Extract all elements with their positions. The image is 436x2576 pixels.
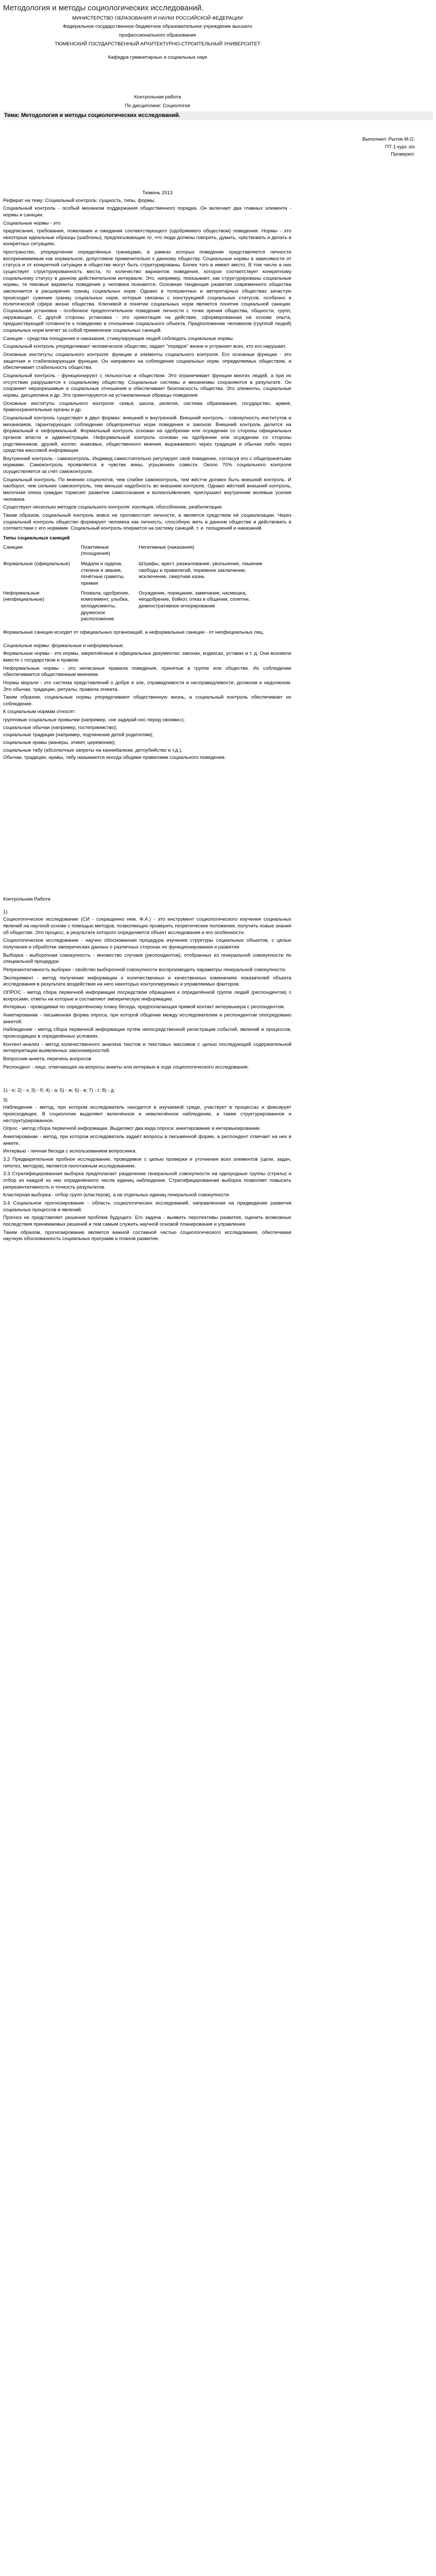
section-heading: Контрольная Работа — [3, 896, 50, 903]
answer-key: 1) - е; 2) - з; 3) - б; 4) - а; 5) - ж; 6) - в; 7) - г; 8) - д. — [3, 1088, 115, 1094]
paragraph: Респондент - лицо, отвечающее на вопросы анкеты или интервью в ходе социологического исследования. — [3, 1064, 249, 1070]
paragraph: Социальный контроль. По мнению социологов, чем слабее самоконтроль, тем жёстче должен быть внешний контроль. И наоборот, чем сильнее самоконтроль, тем меньше надобность во внешнем контроле. Однако жёсткий внешний контроль, мелочная опека граждан тормозят развитие самосознания и волеизъявления, приглушают внутренние волевые усилия человека. — [3, 477, 291, 502]
paragraph: 3.3 Стратифицированная выборка предполагает разделение генеральной совокупности на однородные группы (страты) и отбор из каждой из них определённого числа единиц наблюдения. Стратифицированная выборка позволяет повысить репрезентативность и точность результатов. — [3, 1171, 291, 1190]
title-page — [3, 15, 312, 110]
paragraph: пространство, упорядочение определённых границами, в рамках которых поведение представляется личности воспринимаемым как нормальное, допустимое применительно к данному обществу. Социальные нормы в зависимости от статуса и от конкретной ситуации в обществе могут быть структурированы. Более того в имеют место, В том числе в них существует структурированность места, то количество вариантов поведения, которое соответствует конкретному социальному статусу в данном действительном интервале. Это, например, показывает, как структурированы социальные нормы, те пиковые варианты поведения у человека познаются. Основная тенденция развития современного общества заключается в расширении границ социальных норм. Однако в толерантных и авторитарных обществах зачастую происходит сужение границ социальных норм, которые связаны с конструкцией социальных статусов, особенно в политической сфере жизни общества. Ключевой в понятии социальных норм является понятие социальной санкции. Социальная установка - особенное предпочтительное поведение личности с точки зрения общества, общности, групп, окружающих. С другой стороны установка - это ориентация на действие, сформированная на основе опыта, предшествующей готовности к поведению в отношении социального объекта. Предположение человеком (группой людей) социальных норм влечет за собой применение социальных санкций. — [3, 249, 291, 333]
paragraph: Нормы морали - это система представлений о добре и зле, справедливости и несправедливости, должном и недолжном. Это обычаи, традиции, ритуалы, правила этикета. — [3, 680, 291, 692]
discipline: По дисциплине: Социология — [125, 103, 190, 109]
essay-intro: Реферат на тему: Социальный контроль: сущность, типы, формы. — [3, 197, 156, 204]
paragraph: Социальный контроль - функционируют с тельностью и обществом. Это ограничивает функции многих людей, а при их отсутствии разрушается к социальному обществу. Социальные системы и механизмы сохраняются в результате. Он сохраняет неразрешимые и социальные отношения и обеспечивает безопасность общества. Это элементы, социальные нормы, дисциплина и др. Это ориентируются на установленные образцы поведения. — [3, 372, 291, 398]
list-item: социальные табу (абсолютные запреты на каннибализм, детоубийство и т.д.). — [3, 747, 183, 753]
table-cell: Осуждение, порицание, замечание, насмешка, неодобрение, бойкот, отказ в общении, сплетни, демонстративное игнорирование — [138, 590, 250, 609]
paragraph: Таким образом, прогнозирование является важной составной частью социологического исследования, обеспечивая научную обоснованность социальных программ и планов развития. — [3, 1229, 291, 1242]
paragraph: Социологическое исследование - научно обоснованная процедура изучения структуры социальных объектов, с целью получения и обработки эмпирических данных о различных сторонах их функционирования и развития. — [3, 938, 291, 950]
sanctions-table — [3, 544, 271, 625]
topic-heading: Тема: Методология и методы социологических исследований. — [3, 111, 433, 120]
paragraph: Опрос - метод сбора первичной информации. Выделяют два вида опроса: анкетирование и интервьюирование. — [3, 1126, 261, 1132]
city-year: Тюмень 2013 — [142, 190, 173, 196]
paragraph: Формальные санкции исходят от официальных организаций, а неформальные санкции - от неофициальных лиц. — [3, 629, 264, 635]
paragraph: Кластерная выборка - отбор групп (кластеров), а не отдельных единиц генеральной совокупности. — [3, 1192, 231, 1198]
table-header-row — [3, 544, 271, 561]
paragraph: Контент-анализ - метод количественного анализа текстов и текстовых массивов с целью последующей содержательной интерпретации выявленных закономерностей. — [3, 1041, 291, 1054]
table-row — [3, 561, 271, 590]
paragraph: Неформальные нормы - это неписаные правила поведения, принятые в группе или обществе. Их соблюдение обеспечивается общественным мнением. — [3, 665, 291, 678]
paragraph: Интервью - личная беседа с использованием вопросника. — [3, 1148, 137, 1155]
question-number: 3) — [3, 1097, 8, 1103]
table-cell: Неформальные (неофициальные) — [3, 590, 44, 603]
paragraph: ОПРОС - метод сбора первичной информации посредством обращения к определённой группе людей (респондентов) с вопросами, ответы на которые и составляют эмпирическую информацию. — [3, 989, 291, 1002]
paragraph: Существуют несколько методов социального контроля: изоляция, обособление, реабилитация. — [3, 504, 223, 511]
paragraph: Прогноз не представляет решения проблем будущего. Его задача - выявить перспективы развития, оценить возможные последствия принимаемых решений и тем самым служить научной основой планирования и управления. — [3, 1215, 291, 1227]
paragraph: Выборка - выборочная совокупность - множество случаев (респондентов), отобранных из генеральной совокупности по специальной процедуре. — [3, 952, 291, 965]
paragraph: Основные институты социального контроля: функции и элементы социального контроля. Его основные функции - это защитная и стабилизирующая функции. Он направлен на соблюдение социальных норм, определяемых обществом, и обеспечивает стабильность общества. — [3, 351, 291, 371]
paragraph: Социальный контроль существует в двух формах: внешний и внутренний. Внешний контроль - совокупность институтов и механизмов, гарантирующих соблюдение общепринятых норм поведения и законов. Внешний контроль делится на формальный и неформальный. Формальный контроль основан на одобрении или осуждении со стороны официальных органов власти и администрации. Неформальный контроль основан на одобрении или осуждении со стороны родственников, друзей, коллег, знакомых, общественного мнения, выражаемого через традиции и обычаи либо через средства массовой информации. — [3, 415, 291, 454]
list-item: социальные традиции (например, подчинение детей родителям); — [3, 732, 154, 738]
signature-block — [209, 137, 415, 158]
paragraph: Формальные нормы - это нормы, закреплённые в официальных документах: законах, кодексах, уставах и т. д. Они возникли вместе с государством и правом. — [3, 651, 291, 663]
paragraph: Социальный контроль упорядочивает человеческое общество, задает "порядок" жизни и устраняет всех, кто его нарушает. — [3, 344, 287, 350]
list-item: Обычаи, традиции, нравы, табу называются иногда общими правилами социального поведения. — [3, 755, 226, 761]
paragraph: Санкции - средства поощрения и наказания, стимулирующие людей соблюдать социальные нормы. — [3, 335, 234, 342]
paragraph: Анкетирование - метод, при котором исследователь задаёт вопросы в письменной форме, а респондент отвечает на них в анкете. — [3, 1134, 291, 1146]
paragraph: Наблюдение - метод, при котором исследователь находится в изучаемой среде, участвует в процессах и фиксирует происходящее. В социологии выделяют включённое и невключённое наблюдение, а также структурированное и неструктурированное. — [3, 1105, 291, 1124]
norms-list — [3, 717, 433, 761]
paragraph: Таким образом, социальные нормы упорядочивают общественную жизнь, а социальный контроль обеспечивает их соблюдение. — [3, 694, 291, 707]
institution-type: Федеральное государственное бюджетное образовательное учреждение высшего — [63, 24, 252, 30]
essay-section — [3, 198, 433, 762]
table-cell: Формальные (официальные) — [3, 561, 70, 567]
list-item: групповые социальные привычки (например, «не задирай нос перед своими»); — [3, 717, 185, 723]
paragraph: предписания, требования, пожелания и ожидания соответствующего (одобряемого обществом) поведения. Нормы - это некоторые идеальные образцы (шаблоны), предписывающие то, что люди должны говорить, думать, чувствовать и делать в конкретных ситуациях. — [3, 228, 291, 247]
paragraph: Наблюдение - метод сбора первичной информации путём непосредственной регистрации событий, явлений и процессов, происходящих в определённых условиях. — [3, 1027, 291, 1039]
document-page — [0, 0, 436, 1255]
paragraph: Интервью - проводимая по определённому плану беседа, предполагающая прямой контакт интервьюера с респондентом. — [3, 1004, 285, 1010]
paragraph: Эксперимент - метод получения информации о количественных и качественных изменениях показателей объекта исследования в результате воздействия на него некоторых контролируемых и управляемых факторов. — [3, 975, 291, 988]
table-row — [3, 590, 271, 625]
list-item: социальные нравы (манеры, этикет, церемонии); — [3, 740, 116, 746]
table-cell: Медали и ордена, степени и звания, почётные грамоты, премии — [81, 561, 125, 586]
list-item: социальные обычаи (например, гостеприимство); — [3, 724, 117, 731]
paragraph: Таким образом, социальный контроль вовсе не противостоит личности, а является средством её социализации. Через социальный контроль общество формирует человека как личность, способную жить в данном обществе и действовать в соответствии с его нормами. Социальный контроль опирается на систему санкций, т. е. поощрений и наказаний. — [3, 513, 291, 532]
paragraph: 3.2 Предварительное пробное исследование, проводимое с целью проверки и уточнения всех элементов (цели, задач, гипотез, методов), является пилотажным исследованием. — [3, 1157, 291, 1169]
paragraph: Репрезентативность выборки - свойство выборочной совокупности воспроизводить параметры генеральной совокупности. — [3, 967, 287, 973]
paragraph: Социальный контроль - особый механизм поддержания общественного порядка. Он включает два главных элемента - нормы и санкции. — [3, 206, 291, 218]
paragraph: К социальным нормам относят: — [3, 709, 76, 715]
work-type: Контрольная работа — [134, 94, 181, 100]
table-header-cell: Позитивные (поощрения) — [81, 544, 110, 557]
paragraph: Вопросник-анкета, перечень вопросов — [3, 1056, 92, 1062]
question-number: 1) — [3, 909, 8, 915]
paragraph: Социологическое исследование (СИ - сокращенно нем. Ф.А.) - это инструмент социологического изучения социальных явлений на научной основе с помощью методов, позволяющих проверить теоретические положения, получить новые знания об обществе. Это процесс, в результате которого определяется объект исследования и его особенности. — [3, 917, 291, 936]
performer: Выполнил: Рытов М.О. — [362, 136, 415, 142]
ministry-name: МИНИСТЕРСТВО ОБРАЗОВАНИЯ И НАУКИ РОССИЙСКОЙ ФЕДЕРАЦИИ — [72, 15, 243, 21]
paragraph: Внутренний контроль - самоконтроль. Индивид самостоятельно регулирует своё поведение, согласуя его с общепринятыми нормами. Самоконтроль проявляется в чувстве вины, угрызениях совести. Около 70% социального контроля осуществляется за счёт самоконтроля. — [3, 455, 291, 475]
paragraph: 3.4 Социальное прогнозирование - область социологических исследований, направленная на предвидение развития социальных процессов и явлений. — [3, 1200, 291, 1213]
group: ПТ 1 курс з/о — [385, 144, 415, 150]
table-cell: Похвала, одобрение, комплимент, улыбка, аплодисменты, дружеское расположение — [81, 590, 130, 622]
paragraph: Основные институты социального контроля: семья, школа, религия, система образования, государство, армия, правоохранительные органы и др. — [3, 400, 291, 413]
paragraph: Социальные нормы: формальные и неформальные. — [3, 642, 125, 649]
table-header-cell: Санкции — [3, 544, 23, 550]
university-name: ТЮМЕНСКИЙ ГОСУДАРСТВЕННЫЙ АРХИТЕКТУРНО-СТРОИТЕЛЬНЫЙ УНИВЕРСИТЕТ — [55, 41, 260, 47]
department-name: Кафедра гуманитарных и социальных наук — [108, 55, 207, 61]
table-header-cell: Негативные (наказания) — [138, 544, 195, 550]
test-section — [3, 896, 433, 1243]
education-level: профессионального образования — [119, 32, 196, 39]
table-cell: Штрафы, арест, разжалование, увольнение, лишение свободы и привилегий, тюремное заключение, исключение, смертная казнь — [138, 561, 263, 580]
document-title: Методология и методы социологических исследований. — [3, 4, 204, 12]
sanctions-table-title: Типы социальных санкций — [3, 535, 70, 541]
paragraph: Социальные нормы - это — [3, 220, 61, 226]
paragraph: Анкетирование - письменная форма опроса, при которой общение между исследователем и респондентом опосредовано анкетой. — [3, 1012, 291, 1025]
checked-by: Проверил: — [391, 151, 415, 158]
